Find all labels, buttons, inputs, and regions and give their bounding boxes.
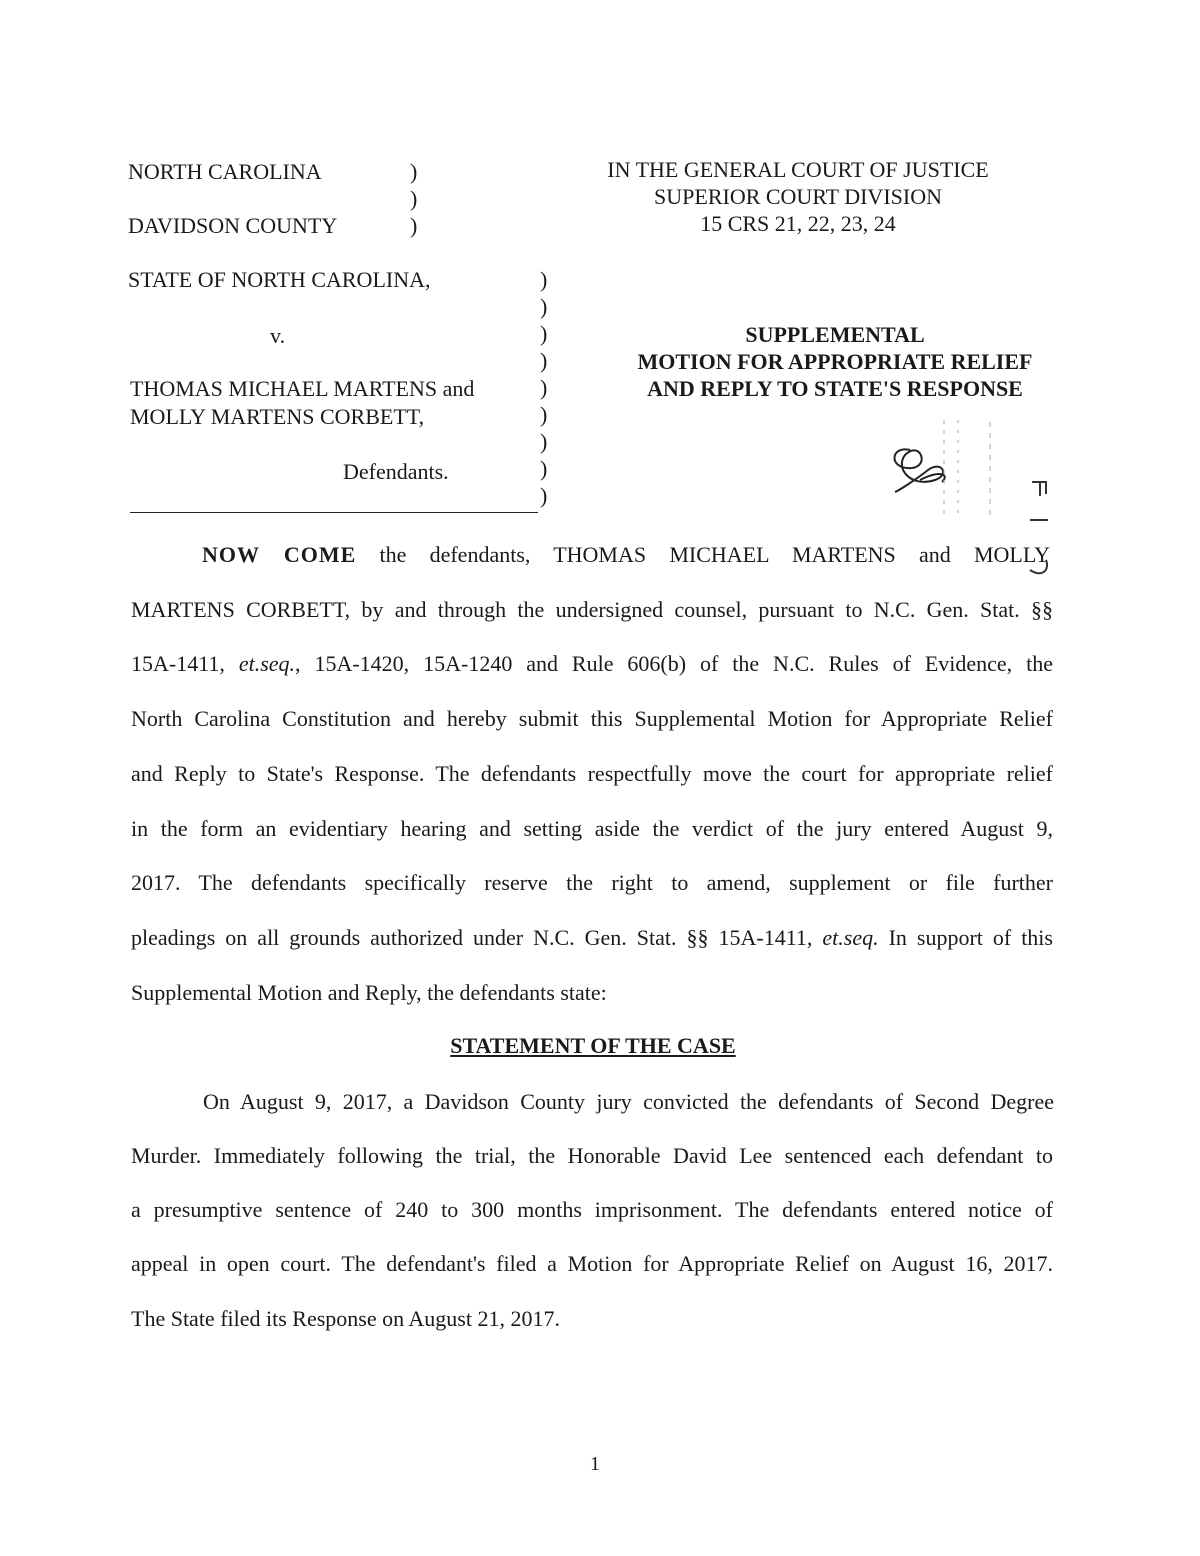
intro-line-6: in the form an evidentiary hearing and setting aside the verdict of the jury entered August 9,: [131, 816, 1053, 841]
caption-paren: ): [540, 375, 548, 400]
plaintiff-name: STATE OF NORTH CAROLINA,: [128, 267, 431, 292]
caption-rule: [130, 512, 538, 513]
case-numbers: 15 CRS 21, 22, 23, 24: [700, 211, 896, 236]
caption-paren: ): [410, 159, 418, 184]
caption-paren: ): [540, 294, 548, 319]
case-line-4: appeal in open court. The defendant's filed a Motion for Appropriate Relief on August 16, 2017.: [131, 1251, 1053, 1276]
case-line-1: On August 9, 2017, a Davidson County jury convicted the defendants of Second Degree: [203, 1089, 1054, 1114]
intro-line-8: pleadings on all grounds authorized under N.C. Gen. Stat. §§ 15A-1411, et.seq. In support of this: [131, 925, 1053, 950]
caption-paren: ): [540, 348, 548, 373]
case-line-5: The State filed its Response on August 21, 2017.: [131, 1306, 560, 1331]
intro-line-5: and Reply to State's Response. The defendants respectfully move the court for appropriate relief: [131, 761, 1053, 786]
caption-paren: ): [410, 186, 418, 211]
caption-paren: ): [540, 483, 548, 508]
caption-county: DAVIDSON COUNTY: [128, 213, 338, 238]
caption-paren: ): [540, 429, 548, 454]
motion-title-line-2: MOTION FOR APPROPRIATE RELIEF: [637, 349, 1033, 374]
intro-line-7: 2017. The defendants specifically reserve the right to amend, supplement or file further: [131, 870, 1053, 895]
defendant-line-1: THOMAS MICHAEL MARTENS and: [130, 376, 475, 401]
versus: v.: [270, 323, 286, 348]
caption-paren: ): [540, 267, 548, 292]
case-line-3: a presumptive sentence of 240 to 300 months imprisonment. The defendants entered notice of: [131, 1197, 1053, 1222]
caption-paren: ): [540, 402, 548, 427]
intro-line-1: NOW COME the defendants, THOMAS MICHAEL MARTENS and MOLLY: [202, 542, 1050, 567]
caption-paren: ): [540, 456, 548, 481]
caption-state: NORTH CAROLINA: [128, 159, 322, 184]
now-come-lead: NOW COME: [202, 542, 357, 567]
court-division: SUPERIOR COURT DIVISION: [654, 184, 942, 209]
defendant-line-2: MOLLY MARTENS CORBETT,: [130, 404, 425, 429]
defendants-label: Defendants.: [343, 459, 449, 484]
page-number: 1: [590, 1453, 600, 1475]
caption-paren: ): [540, 321, 548, 346]
case-line-2: Murder. Immediately following the trial, the Honorable David Lee sentenced each defendant to: [131, 1143, 1053, 1168]
motion-title-line-1: SUPPLEMENTAL: [745, 322, 925, 347]
intro-line-9: Supplemental Motion and Reply, the defendants state:: [131, 980, 607, 1005]
intro-line-4: North Carolina Constitution and hereby submit this Supplemental Motion for Appropriate Relief: [131, 706, 1053, 731]
intro-line-3: 15A-1411, et.seq., 15A-1420, 15A-1240 and Rule 606(b) of the N.C. Rules of Evidence, the: [131, 651, 1053, 676]
motion-title-line-3: AND REPLY TO STATE'S RESPONSE: [647, 376, 1023, 401]
intro-line-2: MARTENS CORBETT, by and through the undersigned counsel, pursuant to N.C. Gen. Stat. §§: [131, 597, 1053, 622]
caption-paren: ): [410, 213, 418, 238]
court-name: IN THE GENERAL COURT OF JUSTICE: [607, 157, 989, 182]
section-heading: STATEMENT OF THE CASE: [450, 1033, 736, 1058]
